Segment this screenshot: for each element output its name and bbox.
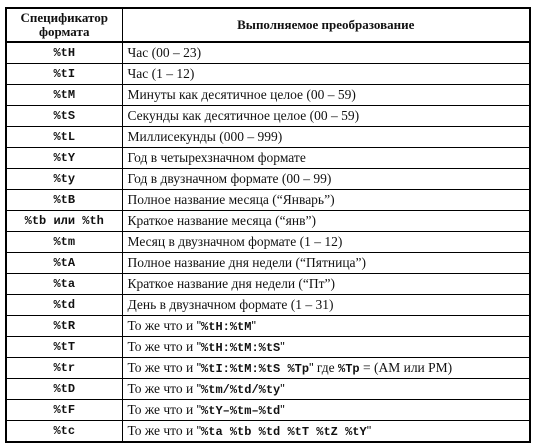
text-fragment: " bbox=[280, 403, 285, 417]
text-fragment: То же что и bbox=[127, 423, 197, 438]
description-cell: Год в четырехзначном формате bbox=[122, 148, 530, 169]
text-fragment: где bbox=[313, 360, 338, 375]
text-fragment: То же что и bbox=[127, 339, 197, 354]
table-row bbox=[6, 190, 530, 211]
specifier-cell: %tH bbox=[6, 42, 122, 64]
code-fragment: %ta %tb %td %tT %tZ %tY bbox=[201, 425, 367, 439]
description-cell bbox=[122, 400, 530, 421]
table-row bbox=[6, 316, 530, 337]
table-row bbox=[6, 358, 530, 379]
specifier-cell: %tL bbox=[6, 127, 122, 148]
description-cell: Краткое название месяца (“янв”) bbox=[122, 211, 530, 232]
specifier-cell: %tR bbox=[6, 316, 122, 337]
text-fragment: То же что и bbox=[127, 318, 197, 333]
table-row bbox=[6, 421, 530, 443]
table-row bbox=[6, 85, 530, 106]
text-fragment: " bbox=[280, 340, 285, 354]
table-row bbox=[6, 253, 530, 274]
table-row bbox=[6, 379, 530, 400]
text-fragment: То же что и bbox=[127, 360, 197, 375]
description-cell: Месяц в двузначном формате (1 – 12) bbox=[122, 232, 530, 253]
text-fragment: " bbox=[196, 403, 202, 417]
description-cell bbox=[122, 379, 530, 400]
table-row bbox=[6, 64, 530, 85]
table-row bbox=[6, 42, 530, 64]
text-fragment: То же что и bbox=[127, 402, 197, 417]
description-cell bbox=[122, 421, 530, 443]
specifier-cell: %tD bbox=[6, 379, 122, 400]
description-cell bbox=[122, 316, 530, 337]
specifier-cell: %tM bbox=[6, 85, 122, 106]
description-cell: Полное название дня недели (“Пятница”) bbox=[122, 253, 530, 274]
table-row bbox=[6, 274, 530, 295]
table-row bbox=[6, 295, 530, 316]
description-cell: Краткое название дня недели (“Пт”) bbox=[122, 274, 530, 295]
description-cell bbox=[122, 337, 530, 358]
specifier-cell: %tB bbox=[6, 190, 122, 211]
text-fragment: = (AM или PM) bbox=[359, 360, 453, 375]
table-row bbox=[6, 211, 530, 232]
header-conversion: Выполняемое преобразование bbox=[122, 8, 530, 42]
description-cell: Миллисекунды (000 – 999) bbox=[122, 127, 530, 148]
code-fragment: %tH:%tM bbox=[201, 320, 252, 334]
specifier-cell: %tA bbox=[6, 253, 122, 274]
table-header bbox=[6, 8, 530, 42]
text-fragment: " bbox=[196, 382, 202, 396]
table-row bbox=[6, 400, 530, 421]
text-fragment: " bbox=[251, 319, 256, 333]
specifier-cell: %tb или %th bbox=[6, 211, 122, 232]
specifier-cell: %ta bbox=[6, 274, 122, 295]
text-fragment: " bbox=[196, 319, 202, 333]
table-row bbox=[6, 232, 530, 253]
specifier-cell: %tr bbox=[6, 358, 122, 379]
description-cell: Минуты как десятичное целое (00 – 59) bbox=[122, 85, 530, 106]
text-fragment: " bbox=[196, 340, 202, 354]
specifier-cell: %td bbox=[6, 295, 122, 316]
code-fragment: %tI:%tM:%tS %Tp bbox=[201, 362, 310, 376]
specifier-cell: %tT bbox=[6, 337, 122, 358]
description-cell: Год в двузначном формате (00 – 99) bbox=[122, 169, 530, 190]
table-row bbox=[6, 169, 530, 190]
header-specifier: Спецификатор формата bbox=[6, 8, 122, 42]
description-cell: Час (1 – 12) bbox=[122, 64, 530, 85]
header-row bbox=[6, 8, 530, 42]
specifier-cell: %tc bbox=[6, 421, 122, 443]
specifier-cell: %tF bbox=[6, 400, 122, 421]
text-fragment: " bbox=[196, 424, 202, 438]
table-row bbox=[6, 127, 530, 148]
specifier-cell: %tS bbox=[6, 106, 122, 127]
text-fragment: " bbox=[309, 361, 314, 375]
format-specifier-table bbox=[5, 7, 531, 443]
code-fragment: %Tp bbox=[338, 362, 360, 376]
description-cell: Секунды как десятичное целое (00 – 59) bbox=[122, 106, 530, 127]
table-row bbox=[6, 148, 530, 169]
description-cell bbox=[122, 358, 530, 379]
code-fragment: %tm/%td/%ty bbox=[201, 383, 281, 397]
description-cell: День в двузначном формате (1 – 31) bbox=[122, 295, 530, 316]
specifier-cell: %tI bbox=[6, 64, 122, 85]
text-fragment: То же что и bbox=[127, 381, 197, 396]
cropped-caption-strip bbox=[0, 0, 535, 7]
specifier-cell: %ty bbox=[6, 169, 122, 190]
description-cell: Полное название месяца (“Январь”) bbox=[122, 190, 530, 211]
table-body bbox=[6, 42, 530, 442]
text-fragment: " bbox=[196, 361, 202, 375]
specifier-cell: %tm bbox=[6, 232, 122, 253]
table-row bbox=[6, 106, 530, 127]
code-fragment: %tH:%tM:%tS bbox=[201, 341, 281, 355]
code-fragment: %tY–%tm–%td bbox=[201, 404, 281, 418]
table-row bbox=[6, 337, 530, 358]
text-fragment: " bbox=[366, 424, 372, 438]
description-cell: Час (00 – 23) bbox=[122, 42, 530, 64]
text-fragment: " bbox=[280, 382, 285, 396]
specifier-cell: %tY bbox=[6, 148, 122, 169]
